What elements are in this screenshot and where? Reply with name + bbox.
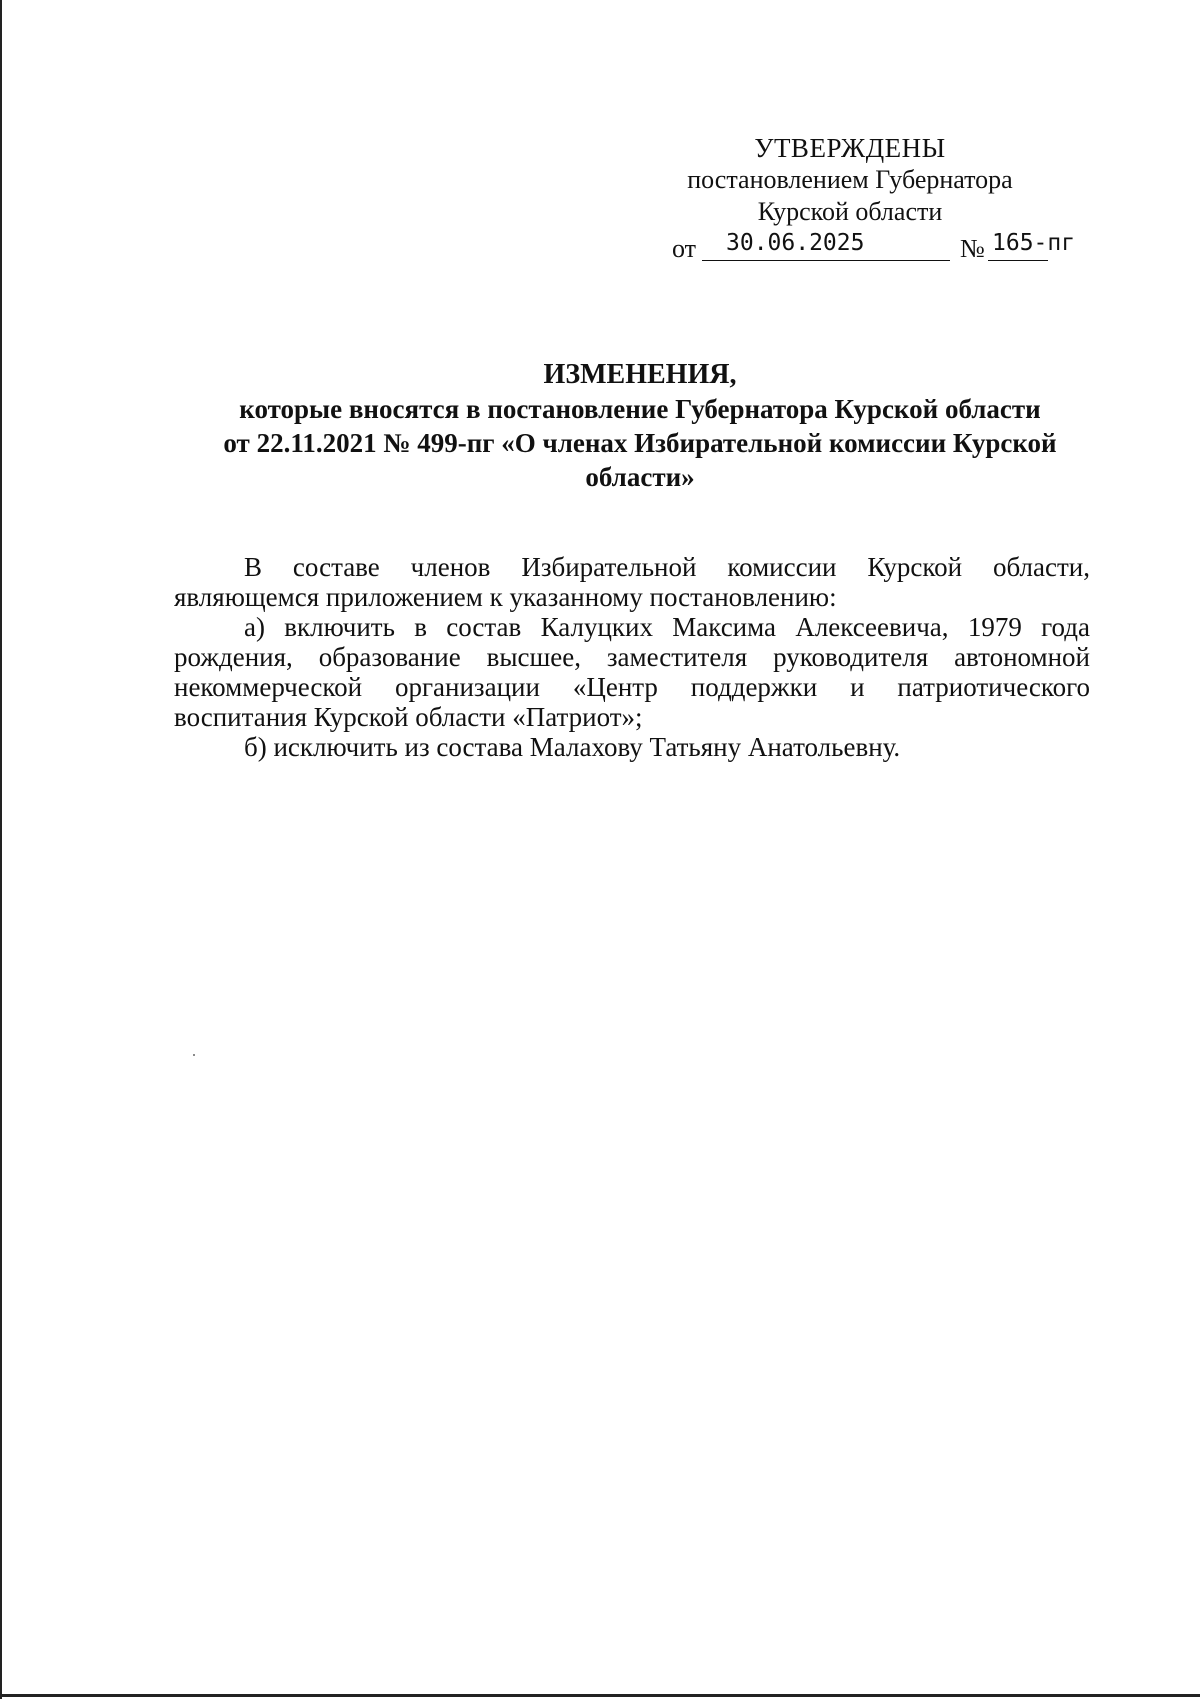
title-line-2: от 22.11.2021 № 499-пг «О членах Избирательной комиссии Курской: [223, 428, 1057, 458]
decree-number: 165-пг: [988, 229, 1048, 261]
scan-speck: [193, 1054, 195, 1056]
date-prefix: от: [672, 234, 697, 263]
number-prefix: №: [960, 234, 985, 263]
scan-edge-left: [0, 0, 2, 1699]
body-item-a: а) включить в состав Калуцких Максима Алексеевича, 1979 года рождения, образование высшее, заместителя руководителя автономной некоммерческой организации «Центр поддержки и патриотического воспитания Курской области «Патриот»;: [174, 612, 1090, 732]
title-line-1: которые вносятся в постановление Губернатора Курской области: [239, 394, 1041, 424]
title-line-3: области»: [585, 462, 695, 492]
scan-edge-bottom: [0, 1694, 1200, 1697]
body-intro: В составе членов Избирательной комиссии Курской области, являющемся приложением к указанному постановлению:: [174, 552, 1090, 612]
registration-line: [672, 229, 1092, 265]
approval-by: постановлением Губернатора: [687, 165, 1013, 194]
title-heading: ИЗМЕНЕНИЯ,: [543, 359, 737, 390]
approval-region: Курской области: [757, 197, 943, 226]
body-item-b: б) исключить из состава Малахову Татьяну Анатольевну.: [244, 732, 901, 762]
approval-block: [680, 132, 1090, 228]
decree-date: 30.06.2025: [702, 229, 950, 261]
approval-heading: УТВЕРЖДЕНЫ: [754, 133, 946, 163]
document-body: [174, 552, 1090, 762]
document-title: [180, 358, 1100, 494]
